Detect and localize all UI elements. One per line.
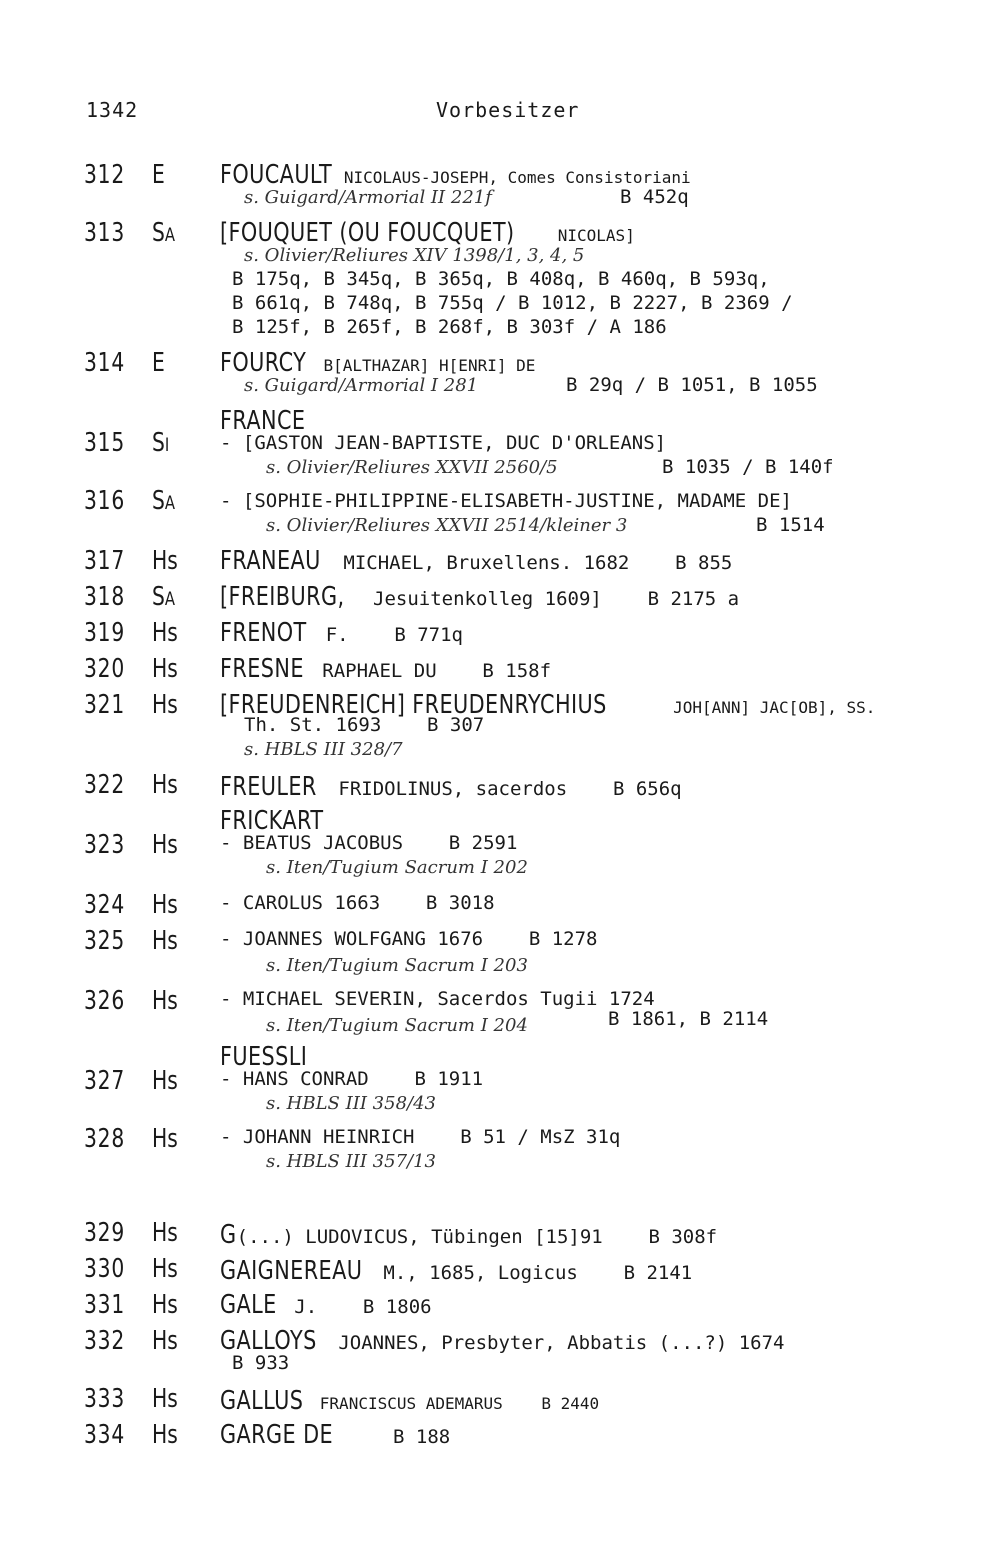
entry-code: Hs <box>152 770 178 800</box>
entry-reference: s. Olivier/Reliures XXVII 2560/5 <box>266 457 558 478</box>
entry-number: 326 <box>84 986 126 1016</box>
page-number: 1342 <box>86 98 139 122</box>
entry-line: - CAROLUS 1663 B 3018 <box>220 892 495 914</box>
entry-number: 319 <box>84 618 126 648</box>
entry-line: - JOHANN HEINRICH B 51 / MsZ 31q <box>220 1126 621 1148</box>
entry-line <box>220 1256 692 1286</box>
entry-shelfmark: B 125f, B 265f, B 268f, B 303f / A 186 <box>232 316 667 338</box>
entry-number: 316 <box>84 486 126 516</box>
entry-reference: s. Guigard/Armorial II 221f <box>244 187 492 208</box>
entry-code: Hs <box>152 926 178 956</box>
entry-number: 331 <box>84 1290 126 1320</box>
entry-line: - MICHAEL SEVERIN, Sacerdos Tugii 1724 <box>220 988 655 1010</box>
entry-name: FOURCY <box>220 348 307 378</box>
entry-reference: s. Olivier/Reliures XIV 1398/1, 3, 4, 5 <box>244 245 585 266</box>
entry-code: SI <box>152 428 170 458</box>
entry-line <box>220 618 463 648</box>
entry-rest: Jesuitenkolleg 1609] B 2175 a <box>361 588 740 610</box>
entry-reference: s. Olivier/Reliures XXVII 2514/kleiner 3 <box>266 515 628 536</box>
entry-rest: (...) LUDOVICUS, Tübingen [15]91 B 308f <box>236 1226 718 1248</box>
entry-reference: s. HBLS III 328/7 <box>244 739 403 760</box>
entry-line <box>220 546 732 576</box>
entry-code: Hs <box>152 690 178 720</box>
entry-number: 324 <box>84 890 126 920</box>
entry-reference: s. Guigard/Armorial I 281 <box>244 375 479 396</box>
entry-line: - BEATUS JACOBUS B 2591 <box>220 832 518 854</box>
entry-line: - [SOPHIE-PHILIPPINE-ELISABETH-JUSTINE, MADAME DE] <box>220 490 792 512</box>
entry-name: [FREUDENREICH] FREUDENRYCHIUS <box>220 690 607 720</box>
entry-code: SA <box>152 486 176 516</box>
entry-number: 323 <box>84 830 126 860</box>
entry-number: 321 <box>84 690 126 720</box>
entry-line: - HANS CONRAD B 1911 <box>220 1068 484 1090</box>
entry-shelfmark: B 1861, B 2114 <box>608 1008 769 1030</box>
entry-number: 317 <box>84 546 126 576</box>
entry-code: Hs <box>152 1384 178 1414</box>
entry-reference: s. HBLS III 358/43 <box>266 1093 436 1114</box>
entry-rest: MICHAEL, Bruxellens. 1682 B 855 <box>331 552 733 574</box>
entry-reference: s. Iten/Tugium Sacrum I 203 <box>266 955 528 976</box>
entry-code: Hs <box>152 830 178 860</box>
entry-rest: FRANCISCUS ADEMARUS B 2440 <box>310 1394 600 1413</box>
entry-shelfmark: B 29q / B 1051, B 1055 <box>566 374 818 396</box>
entry-name: FRANEAU <box>220 546 321 576</box>
entry-number: 329 <box>84 1218 126 1248</box>
entry-rest: NICOLAS] <box>548 226 635 245</box>
entry-code: E <box>152 348 165 378</box>
entry-rest: NICOLAUS-JOSEPH, Comes Consistoriani <box>334 168 691 187</box>
entry-number: 312 <box>84 160 126 190</box>
entry-continuation: Th. St. 1693 B 307 <box>244 714 485 736</box>
entry-code: Hs <box>152 890 178 920</box>
entry-shelfmark: B 1035 / B 140f <box>662 456 834 478</box>
entry-line <box>220 772 682 802</box>
entry-reference: s. Iten/Tugium Sacrum I 204 <box>266 1015 528 1036</box>
entry-code: Hs <box>152 1218 178 1248</box>
entry-code: Hs <box>152 1254 178 1284</box>
entry-code: Hs <box>152 1066 178 1096</box>
entry-line <box>220 1290 432 1320</box>
entry-rest: M., 1685, Logicus B 2141 <box>371 1262 693 1284</box>
entry-name: FREULER <box>220 772 317 802</box>
entry-code: Hs <box>152 618 178 648</box>
entry-name: [FREIBURG, <box>220 582 345 612</box>
entry-code: SA <box>152 582 176 612</box>
entry-name: GALE <box>220 1290 277 1320</box>
entry-name: FRENOT <box>220 618 307 648</box>
entry-number: 327 <box>84 1066 126 1096</box>
entry-number: 314 <box>84 348 126 378</box>
entry-name: GAIGNEREAU <box>220 1256 363 1286</box>
entry-number: 333 <box>84 1384 126 1414</box>
entry-shelfmark: B 452q <box>620 186 689 208</box>
entry-name: GARGE DE <box>220 1420 334 1450</box>
group-heading: FUESSLI <box>220 1042 308 1072</box>
entry-number: 330 <box>84 1254 126 1284</box>
entry-line <box>220 1420 450 1450</box>
entry-reference: s. Iten/Tugium Sacrum I 202 <box>266 857 528 878</box>
entry-line <box>220 582 739 612</box>
entry-name: FOUCAULT <box>220 160 333 190</box>
entry-code: Hs <box>152 654 178 684</box>
entry-name: G <box>220 1220 237 1250</box>
entry-number: 328 <box>84 1124 126 1154</box>
entry-line <box>220 1326 784 1356</box>
group-heading: FRANCE <box>220 406 306 436</box>
entry-rest: F. B 771q <box>314 624 463 646</box>
entry-rest: JOANNES, Presbyter, Abbatis (...?) 1674 <box>326 1332 785 1354</box>
entry-number: 315 <box>84 428 126 458</box>
entry-shelfmark: B 175q, B 345q, B 365q, B 408q, B 460q, B 593q, <box>232 268 770 290</box>
entry-code: Hs <box>152 1124 178 1154</box>
entry-name: [FOUQUET (OU FOUCQUET) <box>220 218 515 248</box>
entry-number: 318 <box>84 582 126 612</box>
entry-reference: s. HBLS III 357/13 <box>266 1151 436 1172</box>
entry-name: FRESNE <box>220 654 304 684</box>
entry-code: SA <box>152 218 176 248</box>
entry-number: 334 <box>84 1420 126 1450</box>
entry-number: 322 <box>84 770 126 800</box>
entry-rest: B[ALTHAZAR] H[ENRI] DE <box>313 356 536 375</box>
group-heading: FRICKART <box>220 806 324 836</box>
entry-continuation: B 933 <box>232 1352 290 1374</box>
entry-number: 332 <box>84 1326 126 1356</box>
entry-name: GALLOYS <box>220 1326 317 1356</box>
entry-number: 325 <box>84 926 126 956</box>
entry-rest: J. B 1806 <box>282 1296 432 1318</box>
entry-shelfmark: B 661q, B 748q, B 755q / B 1012, B 2227, B 2369 / <box>232 292 793 314</box>
entry-rest: JOH[ANN] JAC[OB], SS. <box>663 698 876 717</box>
entry-shelfmark: B 1514 <box>756 514 825 536</box>
entry-line: - [GASTON JEAN-BAPTISTE, DUC D'ORLEANS] <box>220 432 667 454</box>
entry-rest: B 188 <box>347 1426 451 1448</box>
entry-code: Hs <box>152 1290 178 1320</box>
entry-number: 320 <box>84 654 126 684</box>
entry-line <box>220 1386 599 1416</box>
entry-line <box>220 654 551 684</box>
entry-code: Hs <box>152 986 178 1016</box>
entry-number: 313 <box>84 218 126 248</box>
entry-rest: FRIDOLINUS, sacerdos B 656q <box>326 778 682 800</box>
entry-line: - JOANNES WOLFGANG 1676 B 1278 <box>220 928 598 950</box>
page-title: Vorbesitzer <box>436 98 580 122</box>
entry-code: Hs <box>152 546 178 576</box>
entry-name: GALLUS <box>220 1386 304 1416</box>
entry-rest: RAPHAEL DU B 158f <box>310 660 552 682</box>
entry-line <box>220 1220 717 1250</box>
entry-code: E <box>152 160 165 190</box>
entry-code: Hs <box>152 1326 178 1356</box>
entry-code: Hs <box>152 1420 178 1450</box>
